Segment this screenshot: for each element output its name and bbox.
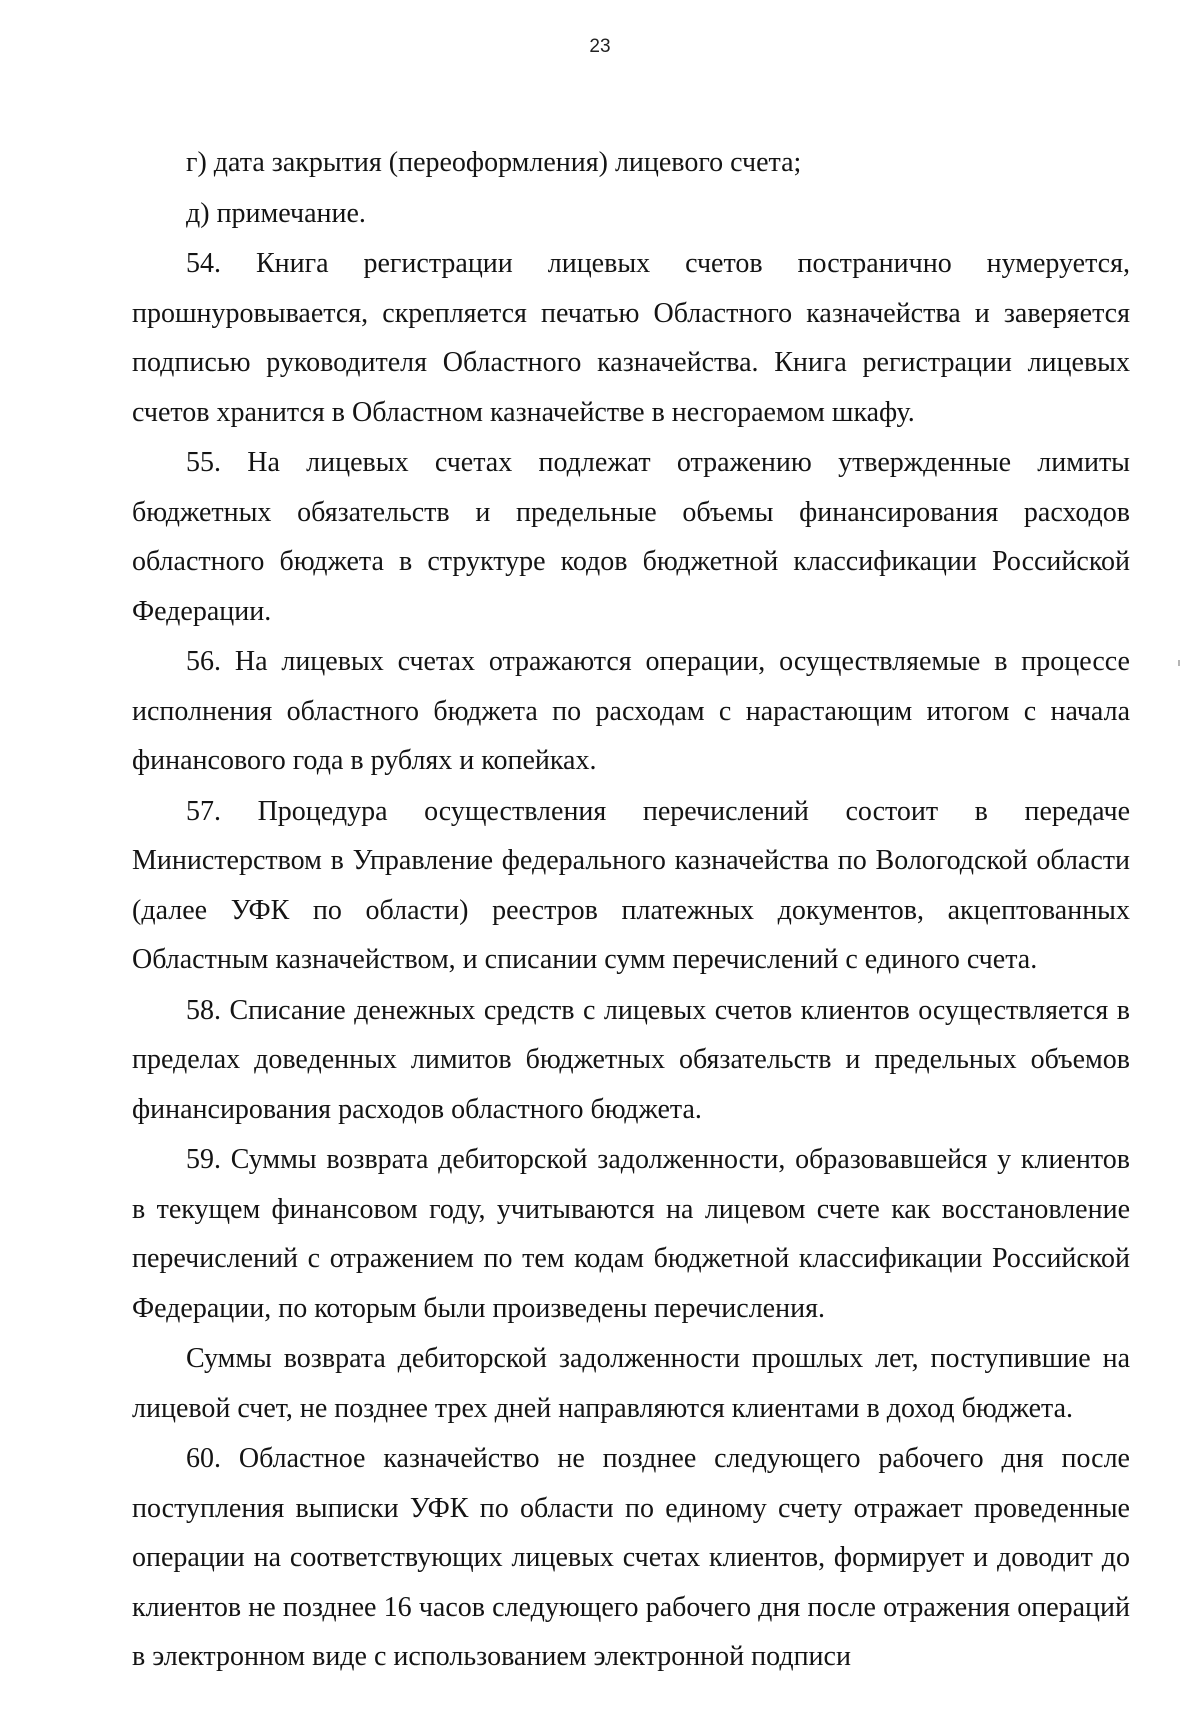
paragraph-54: 54. Книга регистрации лицевых счетов постранично нумеруется, прошнуровывается, скрепляется печатью Областного казначейства и заверяется подписью руководителя Областного казначейства. Книга регистрации лицевых счетов хранится в Областном казначействе в несгораемом шкафу. (132, 248, 1130, 428)
paragraph-59: 59. Суммы возврата дебиторской задолженности, образовавшейся у клиентов в текущем финансовом году, учитываются на лицевом счете как восстановление перечислений с отражением по тем кодам бюджетной классификации Российской Федерации, по которым были произведены перечисления. (132, 1144, 1130, 1324)
paragraph-58: 58. Списание денежных средств с лицевых счетов клиентов осуществляется в пределах доведенных лимитов бюджетных обязательств и предельных объемов финансирования расходов областного бюджета. (132, 994, 1130, 1125)
scan-speck (1178, 660, 1180, 666)
paragraph-item-g: г) дата закрытия (переоформления) лицевого счета; (186, 147, 802, 178)
paragraph-56: 56. На лицевых счетах отражаются операции, осуществляемые в процессе исполнения областного бюджета по расходам с нарастающим итогом с начала финансового года в рублях и копейках. (132, 646, 1130, 776)
paragraph-57: 57. Процедура осуществления перечислений состоит в передаче Министерством в Управление федерального казначейства по Вологодской области (далее УФК по области) реестров платежных документов, акцептованных Областным казначейством, и списании сумм перечислений с единого счета. (132, 795, 1130, 975)
paragraph-55: 55. На лицевых счетах подлежат отражению утвержденные лимиты бюджетных обязательств и предельные объемы финансирования расходов областного бюджета в структуре кодов бюджетной классификации Российской Федерации. (132, 447, 1130, 627)
paragraph-item-d: д) примечание. (186, 197, 366, 229)
paragraph-59-continuation: Суммы возврата дебиторской задолженности прошлых лет, поступившие на лицевой счет, не позднее трех дней направляются клиентами в доход бюджета. (132, 1343, 1130, 1424)
page-number: 23 (589, 36, 611, 57)
document-body (132, 138, 1130, 1683)
paragraph-60: 60. Областное казначейство не позднее следующего рабочего дня после поступления выписки УФК по области по единому счету отражает проведенные операции на соответствующих лицевых счетах клиентов, формирует и доводит до клиентов не позднее 16 часов следующего рабочего дня после отражения операций в электронном виде с использованием электронной подписи (132, 1443, 1130, 1672)
